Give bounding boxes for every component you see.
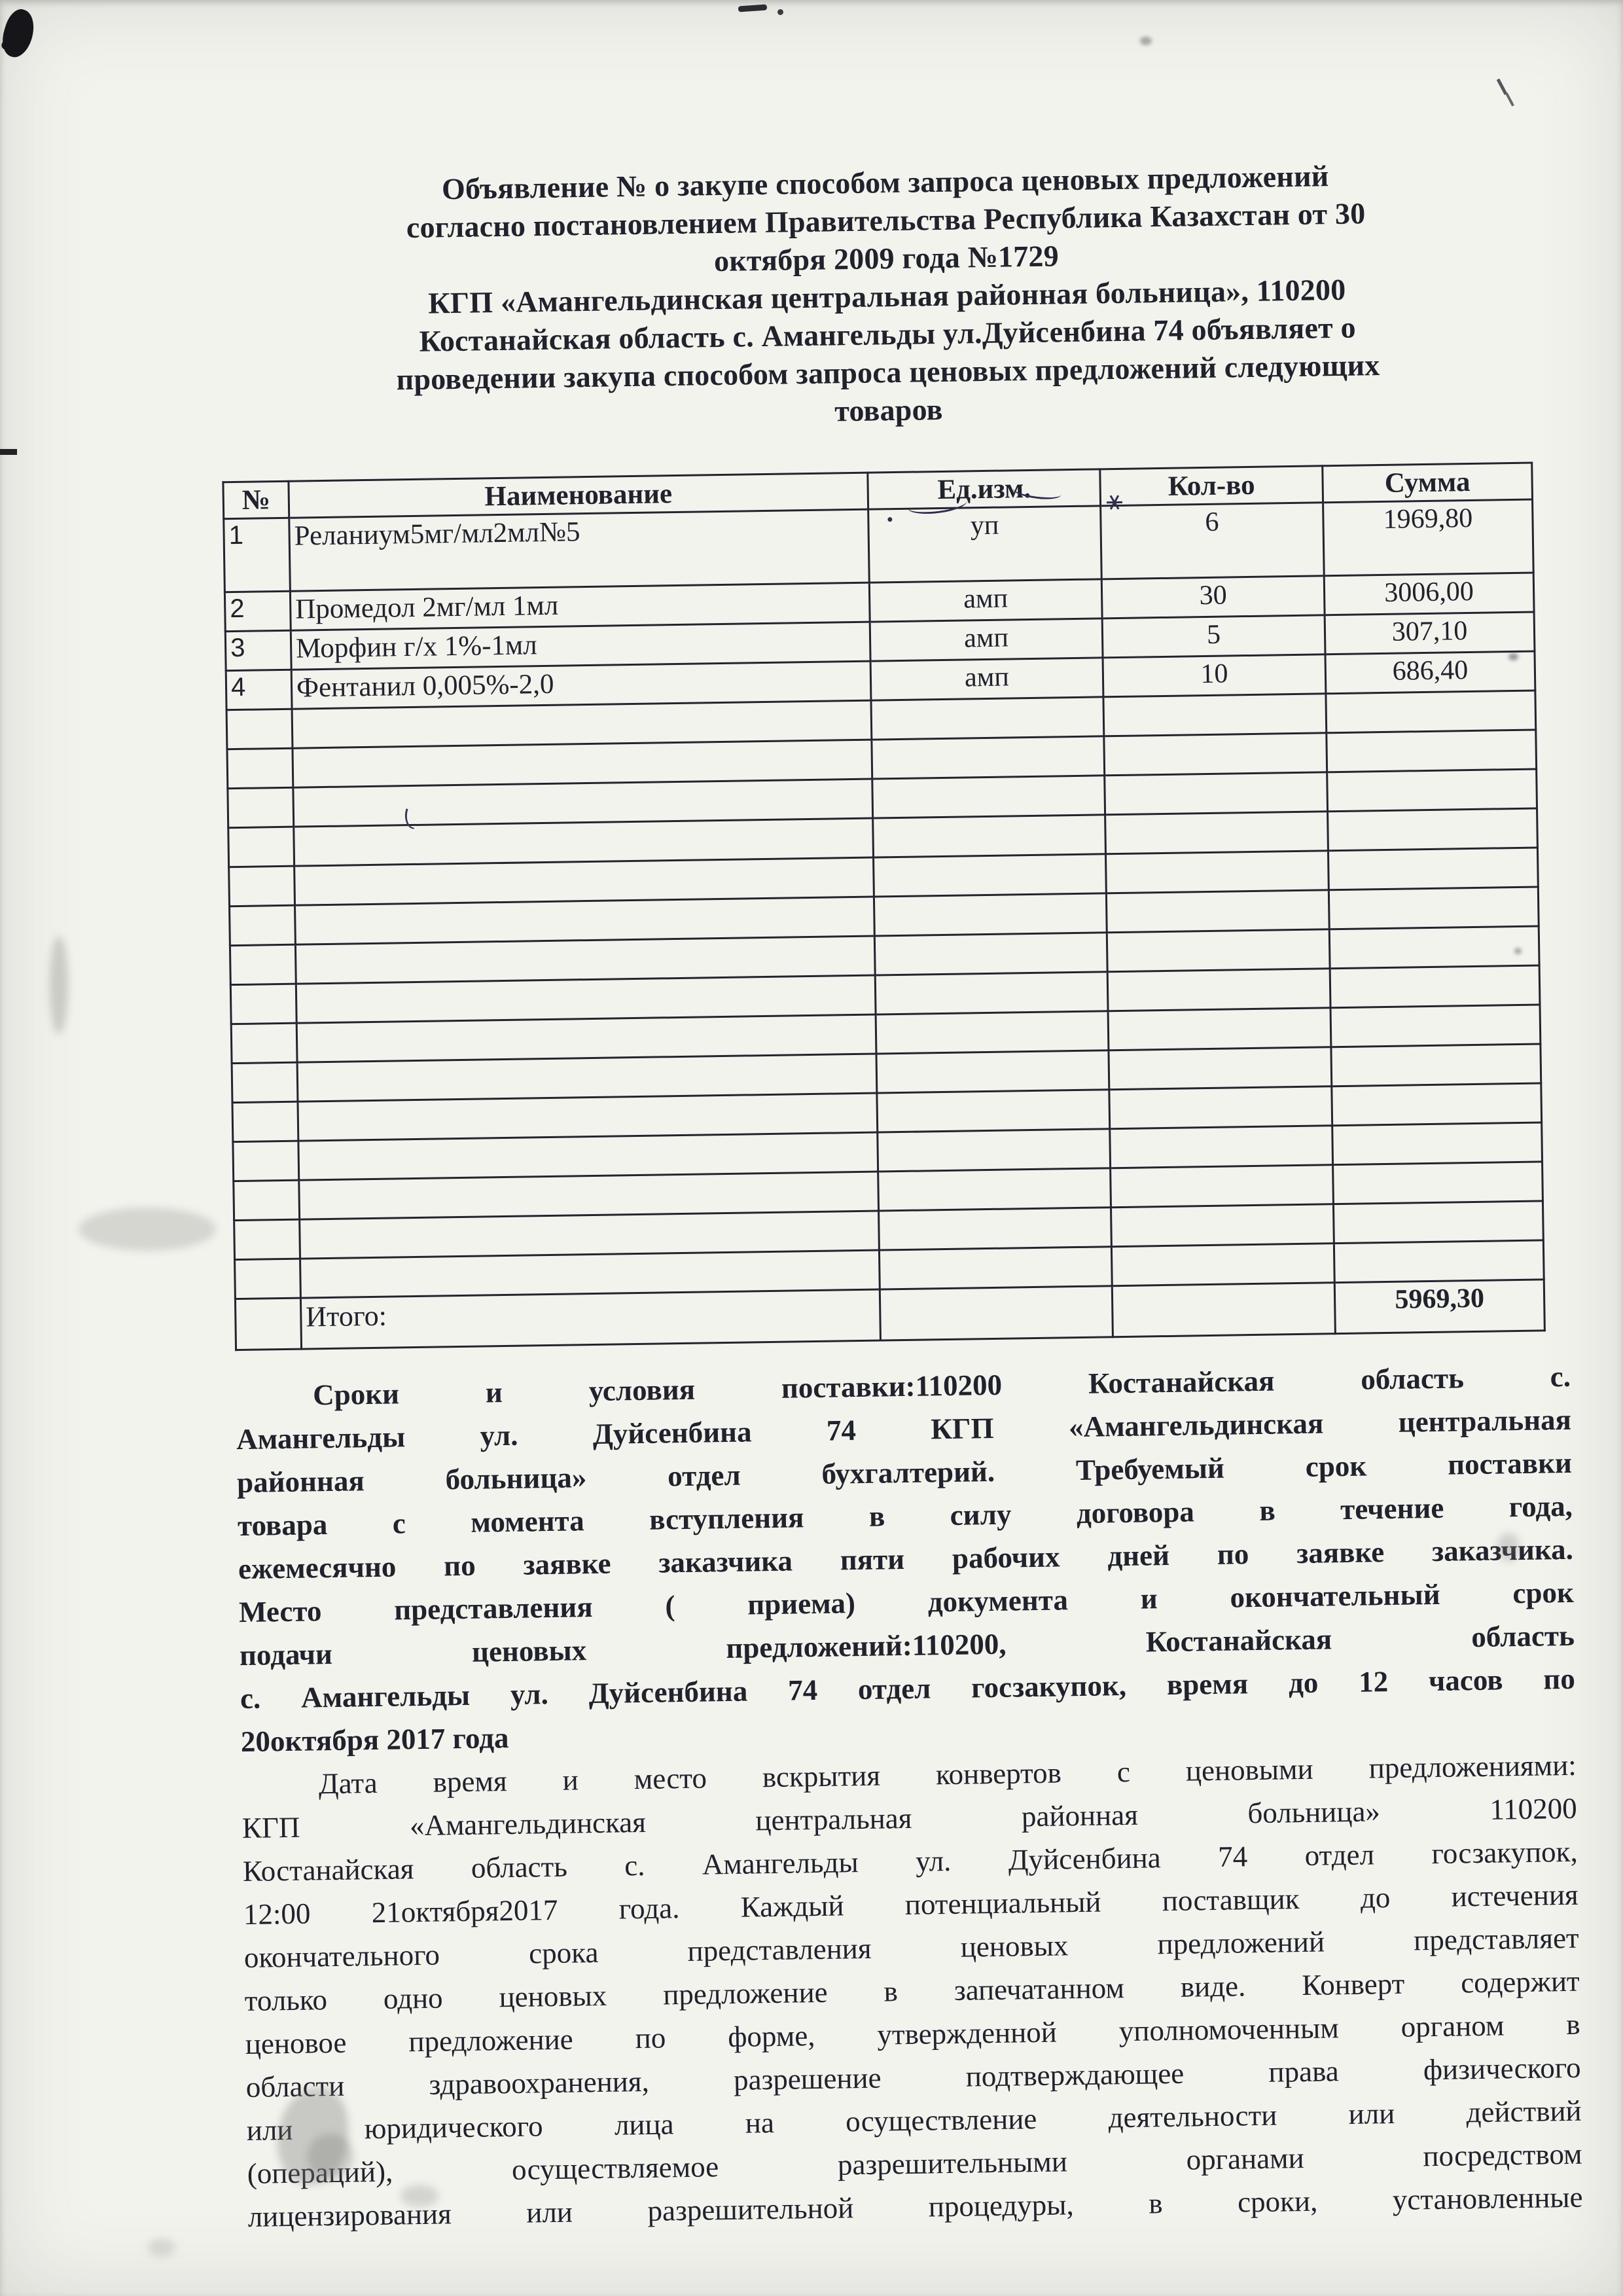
cell-empty xyxy=(1111,1204,1334,1247)
body-text xyxy=(236,1355,1583,2238)
paragraph-line: с. Амангельды ул. Дуйсенбина 74 отдел госзакупок, время до 12 часов по xyxy=(240,1662,1576,1715)
paragraph-line: области здравоохранения, разрешение подтверждающее права физического xyxy=(245,2051,1581,2104)
paragraph-line: (операций), осуществляемое разрешительными органами посредством xyxy=(247,2137,1582,2190)
cell-empty xyxy=(1110,1126,1333,1168)
cell-num: 3 xyxy=(225,630,291,670)
cell-empty xyxy=(1105,851,1329,893)
paragraph-line: Сроки и условия поставки:110200 Костанайская область с. xyxy=(312,1359,1571,1412)
cell-qty xyxy=(1112,1283,1335,1337)
cell-name: Реланиум5мг/мл2мл№5 xyxy=(289,509,870,591)
cell-empty xyxy=(878,1168,1111,1211)
cell-empty xyxy=(1334,1240,1544,1283)
cell-empty xyxy=(1329,926,1539,969)
cell-sum: 1969,80 xyxy=(1323,499,1534,576)
cell-empty xyxy=(227,748,293,788)
cell-empty xyxy=(1111,1244,1334,1286)
cell-empty xyxy=(1333,1201,1543,1244)
cell-qty: 6 xyxy=(1101,503,1325,579)
cell-empty xyxy=(1332,1083,1542,1126)
cell-empty xyxy=(228,827,294,867)
cell-empty xyxy=(1107,929,1330,972)
cell-empty xyxy=(232,1102,298,1141)
cell-empty xyxy=(1327,769,1537,812)
paragraph-line: товара с момента вступления в силу договора в течение года, xyxy=(237,1489,1573,1543)
cell-empty xyxy=(1332,1122,1543,1165)
table-body xyxy=(224,499,1535,710)
cell-empty xyxy=(230,944,296,984)
paragraph-line: подачи ценовых предложений:110200, Костанайская область xyxy=(239,1619,1575,1672)
goods-table xyxy=(222,462,1545,1352)
paragraph-line: окончательного срока представления ценовых предложений представляет xyxy=(243,1921,1580,1975)
cell-empty xyxy=(1326,691,1536,733)
title-line: Костанайская область с. Амангельды ул.Дуйсенбина 74 объявляет о xyxy=(419,310,1357,358)
cell-empty xyxy=(1106,890,1329,933)
cell-empty xyxy=(234,1180,300,1220)
cell-empty xyxy=(1104,733,1327,776)
cell-num: 1 xyxy=(224,518,291,592)
cell-empty xyxy=(232,1062,298,1102)
cell-empty xyxy=(872,736,1105,779)
cell-empty xyxy=(1328,848,1538,890)
paragraph-line: Амангельды ул. Дуйсенбина 74 КГП «Амангельдинская центральная xyxy=(236,1403,1572,1456)
cell-empty xyxy=(878,1129,1111,1172)
cell-empty xyxy=(233,1141,299,1181)
header-sum: Сумма xyxy=(1323,463,1533,503)
paragraph-line: 12:00 21октября2017 года. Каждый потенциальный поставщик до истечения xyxy=(243,1878,1579,1931)
header-qty: Кол-во xyxy=(1100,466,1323,506)
cell-num: 2 xyxy=(224,591,291,631)
cell-empty xyxy=(877,1090,1110,1132)
cell-unit: уп xyxy=(868,506,1102,583)
cell-empty xyxy=(1330,965,1540,1008)
cell-empty xyxy=(1331,1044,1541,1086)
paragraph-line: ценовое предложение по форме, утвержденной уполномоченным органом в xyxy=(245,2007,1580,2061)
cell-empty xyxy=(235,1259,301,1299)
title-line: согласно постановлением Правительства Республика Казахстан от 30 xyxy=(406,196,1366,245)
paragraph-line: или юридического лица на осуществление деятельности или действий xyxy=(246,2094,1582,2147)
paragraph-line: 20октября 2017 года xyxy=(240,1721,509,1759)
cell-empty xyxy=(1327,730,1537,772)
cell-name: Промедол 2мг/мл 1мл xyxy=(290,583,870,630)
cell-name: Фентанил 0,005%-2,0 xyxy=(291,661,871,709)
cell-unit xyxy=(880,1286,1113,1340)
cell-empty xyxy=(230,905,296,945)
paragraph-envelopes xyxy=(241,1744,1583,2238)
cell-name: Морфин г/х 1%-1мл xyxy=(291,622,870,670)
cell-empty xyxy=(1103,694,1327,736)
cell-empty xyxy=(1330,1005,1541,1047)
paragraph-terms xyxy=(236,1355,1577,1763)
cell-empty xyxy=(229,866,295,906)
cell-num xyxy=(235,1298,301,1350)
cell-empty xyxy=(1105,772,1328,815)
cell-empty xyxy=(1108,1008,1331,1050)
cell-unit: амп xyxy=(869,579,1102,622)
paragraph-line: лицензирования или разрешительной процедуры, в сроки, установленные xyxy=(247,2180,1583,2233)
total-value: 5969,30 xyxy=(1334,1280,1544,1334)
cell-empty xyxy=(1328,808,1538,851)
cell-empty xyxy=(872,776,1105,818)
cell-empty xyxy=(1111,1165,1334,1208)
cell-empty xyxy=(873,815,1106,857)
cell-empty xyxy=(228,787,294,827)
cell-empty xyxy=(871,697,1104,740)
cell-unit: амп xyxy=(870,658,1103,700)
title-line: октября 2009 года №1729 xyxy=(713,239,1060,278)
title-line: Объявление № о закупе способом запроса ценовых предложений xyxy=(441,159,1329,206)
cell-empty xyxy=(230,984,296,1024)
title-line: КГП «Амангельдинская центральная районная больница», 110200 xyxy=(427,272,1346,320)
paragraph-line: только одно ценовых предложение в запечатанном виде. Конверт содержит xyxy=(244,1964,1580,2018)
table-empty-body xyxy=(226,691,1544,1299)
cell-empty xyxy=(1333,1162,1543,1204)
cell-empty xyxy=(876,1050,1109,1093)
paragraph-line: Место представления ( приема) документа и окончательный срок xyxy=(238,1575,1575,1629)
title-line: проведении закупа способом запроса ценовых предложений следующих xyxy=(396,348,1380,397)
cell-empty xyxy=(231,1023,297,1063)
cell-empty xyxy=(874,854,1107,897)
paragraph-line: ежемесячно по заявке заказчика пяти рабочих дней по заявке заказчика. xyxy=(238,1532,1574,1586)
cell-unit: амп xyxy=(870,619,1103,661)
paragraph-line: районная больница» отдел бухгалтерий. Требуемый срок поставки xyxy=(236,1446,1573,1499)
cell-qty: 30 xyxy=(1101,576,1325,619)
cell-empty xyxy=(879,1247,1112,1289)
header-name: Наименование xyxy=(289,473,868,518)
doc-title xyxy=(266,154,1507,439)
cell-empty xyxy=(1109,1086,1332,1129)
cell-empty xyxy=(234,1219,300,1259)
cell-empty xyxy=(1105,812,1329,854)
cell-empty xyxy=(876,1011,1109,1054)
paragraph-line: Костанайская область с. Амангельды ул. Дуйсенбина 74 отдел госзакупок, xyxy=(242,1835,1578,1888)
paragraph-line: Дата время и место вскрытия конвертов с ценовыми предложениями: xyxy=(318,1748,1577,1801)
cell-empty xyxy=(1329,887,1539,929)
cell-empty xyxy=(875,972,1108,1014)
cell-qty: 5 xyxy=(1102,615,1325,658)
cell-sum: 307,10 xyxy=(1325,612,1535,655)
header-unit: Ед.изм. xyxy=(868,469,1101,509)
cell-empty xyxy=(874,893,1107,936)
cell-sum: 686,40 xyxy=(1325,651,1535,694)
cell-empty xyxy=(226,709,293,749)
header-num: № xyxy=(223,481,289,518)
cell-empty xyxy=(1107,969,1330,1011)
cell-qty: 10 xyxy=(1103,655,1326,697)
cell-empty xyxy=(879,1208,1112,1250)
cell-sum: 3006,00 xyxy=(1324,573,1534,615)
title-line: товаров xyxy=(834,392,943,428)
total-label: Итого: xyxy=(300,1289,880,1349)
cell-empty xyxy=(874,933,1107,975)
cell-num: 4 xyxy=(226,670,292,709)
cell-empty xyxy=(1109,1047,1332,1090)
paragraph-line: КГП «Амангельдинская центральная районная больница» 110200 xyxy=(241,1791,1578,1845)
